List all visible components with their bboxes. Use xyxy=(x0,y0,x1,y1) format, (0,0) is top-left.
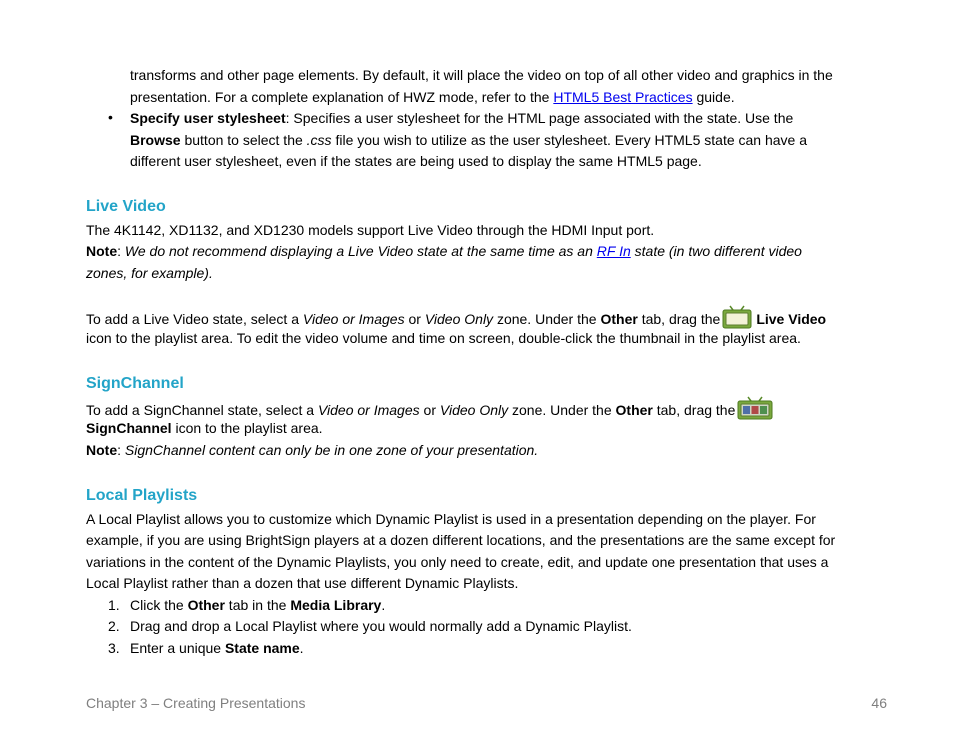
rf-in-link[interactable]: RF In xyxy=(596,243,631,259)
local-playlists-p1: A Local Playlist allows you to customize which Dynamic Playlist is used in a presentation depending on the player. For xyxy=(86,511,816,527)
bullet-dot: • xyxy=(108,109,113,125)
note-label: Note xyxy=(86,442,118,458)
note-label: Note xyxy=(86,243,118,259)
text: tab, drag the xyxy=(637,310,721,327)
intro-line-1: transforms and other page elements. By default, it will place the video on top of all other video and graphics in the xyxy=(130,67,833,83)
text: zone. Under the xyxy=(493,310,601,327)
signchannel-term: SignChannel xyxy=(86,420,172,436)
bullet-line-3: different user stylesheet, even if the states are being used to display the same HTML5 page. xyxy=(130,153,702,169)
local-playlists-p3: variations in the content of the Dynamic Playlists, you only need to create, edit, and update one presentation that uses a xyxy=(86,554,829,570)
html5-best-practices-link[interactable]: HTML5 Best Practices xyxy=(553,89,693,105)
zone-type: Video Only xyxy=(439,401,509,418)
bullet-line-2 xyxy=(130,130,807,152)
bullet-line-1 xyxy=(130,108,793,130)
live-video-add-line-2: icon to the playlist area. To edit the video volume and time on screen, double-click the thumbnail in the playlist area. xyxy=(86,330,801,346)
live-video-note-cont: zones, for example). xyxy=(86,265,213,281)
bullet-text: button to select the xyxy=(180,132,307,148)
bullet-browse-term: Browse xyxy=(130,132,181,148)
signchannel-heading: SignChannel xyxy=(86,375,184,392)
text: To add a SignChannel state, select a xyxy=(86,401,318,418)
footer-chapter: Chapter 3 – Creating Presentations xyxy=(86,695,306,711)
signchannel-line-2 xyxy=(86,418,323,440)
live-video-p1: The 4K1142, XD1132, and XD1230 models support Live Video through the HDMI Input port. xyxy=(86,222,655,238)
note-text: We do not recommend displaying a Live Video state at the same time as an xyxy=(124,243,597,259)
text: or xyxy=(419,401,440,418)
zone-type: Video or Images xyxy=(317,401,420,418)
intro-line-2 xyxy=(130,87,735,109)
live-video-term: Live Video xyxy=(756,310,827,327)
local-playlists-heading: Local Playlists xyxy=(86,487,198,504)
text: tab in the xyxy=(224,597,291,613)
step-2: Drag and drop a Local Playlist where you would normally add a Dynamic Playlist. xyxy=(130,618,632,634)
step-number: 3. xyxy=(108,640,120,656)
zone-type: Video Only xyxy=(424,310,494,327)
step-number: 2. xyxy=(108,618,120,634)
text: To add a Live Video state, select a xyxy=(86,310,303,327)
bullet-text: : Specifies a user stylesheet for the HTML page associated with the state. Use the xyxy=(285,110,794,126)
live-video-heading: Live Video xyxy=(86,198,166,215)
step-3 xyxy=(130,638,304,660)
intro-text: presentation. For a complete explanation of HWZ mode, refer to the xyxy=(130,89,554,105)
bullet-bold-term: Specify user stylesheet xyxy=(130,110,286,126)
other-tab-term: Other xyxy=(615,401,653,418)
local-playlists-p4: Local Playlist rather than a dozen that use different Dynamic Playlists. xyxy=(86,575,519,591)
zone-type: Video or Images xyxy=(302,310,405,327)
text: Enter a unique xyxy=(130,640,225,656)
state-name-term: State name xyxy=(224,640,300,656)
text: Click the xyxy=(130,597,188,613)
other-tab-term: Other xyxy=(187,597,225,613)
bullet-text: file you wish to utilize as the user stylesheet. Every HTML5 state can have a xyxy=(331,132,808,148)
text: tab, drag the xyxy=(652,401,736,418)
local-playlists-p2: example, if you are using BrightSign players at a dozen different locations, and the presentations are the same except for xyxy=(86,532,836,548)
live-video-note: Note: We do not recommend displaying a Live Video state at the same time as an RF In state (in two different video xyxy=(86,243,802,259)
text: . xyxy=(299,640,304,656)
signchannel-tv-icon xyxy=(737,396,773,427)
footer-page-number: 46 xyxy=(871,695,887,711)
text: or xyxy=(404,310,425,327)
other-tab-term: Other xyxy=(600,310,638,327)
text: . xyxy=(381,597,386,613)
media-library-term: Media Library xyxy=(290,597,382,613)
signchannel-note: Note: SignChannel content can only be in one zone of your presentation. xyxy=(86,442,539,458)
text: zone. Under the xyxy=(508,401,616,418)
note-text: SignChannel content can only be in one zone of your presentation. xyxy=(124,442,539,458)
note-text: state (in two different video xyxy=(630,243,802,259)
step-1 xyxy=(130,595,385,617)
text: icon to the playlist area. xyxy=(171,420,323,436)
intro-text-end: guide. xyxy=(692,89,735,105)
css-ext: .css xyxy=(306,132,332,148)
step-number: 1. xyxy=(108,597,120,613)
